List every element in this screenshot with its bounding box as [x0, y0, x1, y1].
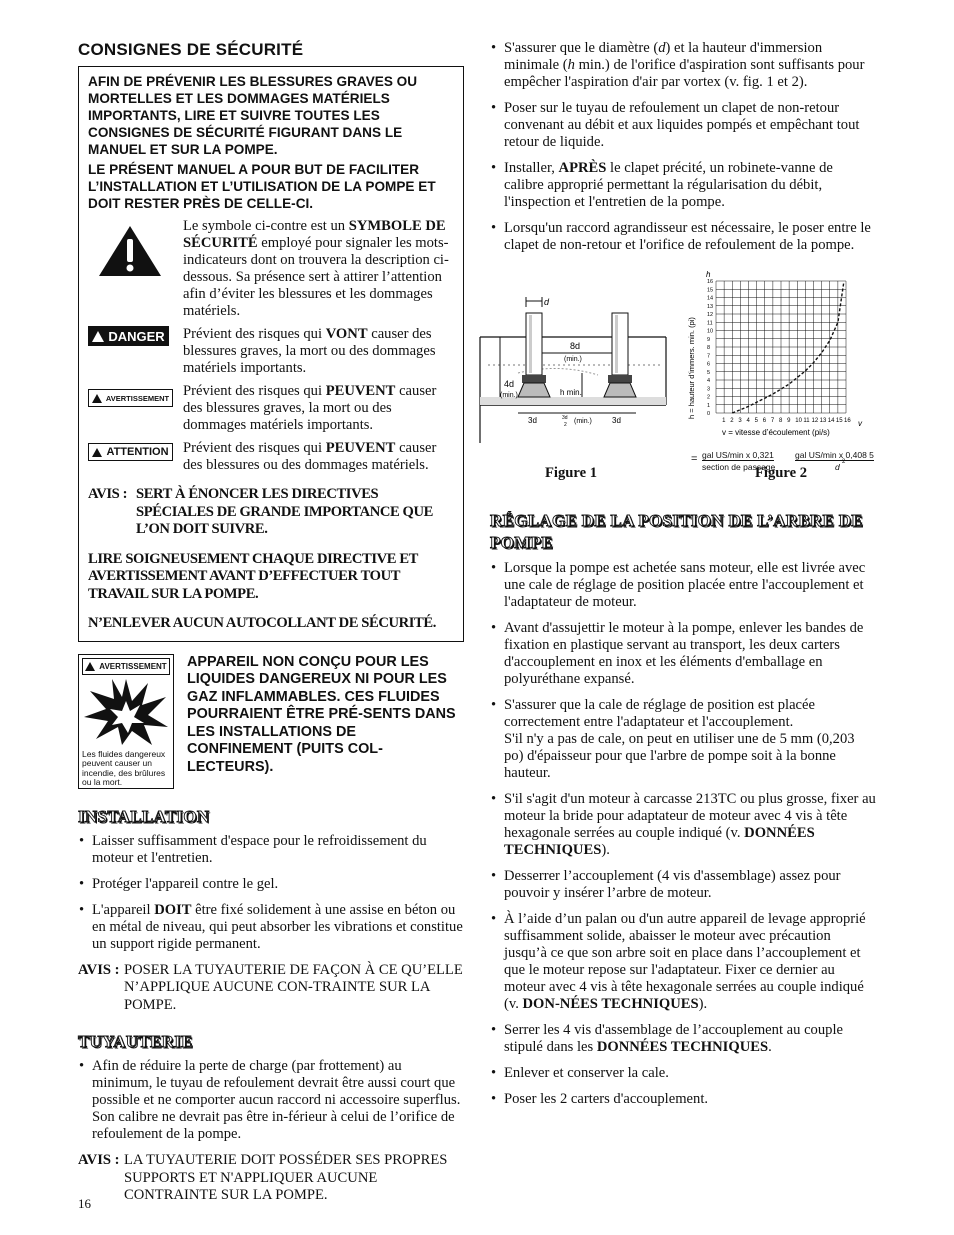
warning-triangle-icon [92, 394, 102, 403]
avertissement-text: Prévient des risques qui PEUVENT causer des blessures graves, la mort ou des dommages matériels importants. [183, 383, 437, 433]
list-item: • Desserrer l’accouplement (4 vis d'assemblage) assez pour pouvoir y insérer l’arbre de moteur. [490, 868, 876, 902]
fig1-hmin-label: h min. [560, 388, 582, 397]
chart-y-tick: 1 [707, 402, 711, 409]
avis-notice: AVIS : SERT À ÉNONCER LES DIRECTIVES SPÉCIALES DE GRANDE IMPORTANCE QUE L’ON DOIT SUIVRE. [88, 486, 433, 537]
figure-2-caption: Figure 2 [755, 465, 808, 481]
list-item: • Lorsqu'un raccord agrandisseur est nécessaire, le poser entre le clapet de non-retour et l'orifice de refoulement de la pompe. [490, 220, 876, 254]
list-item: • S'assurer que la cale de réglage de position est placée correctement entre l'adaptateur et l'accouplement. S'il n'y a pas de cale, on peut en utiliser une de 5 mm (0,203 po) d'épaisseur pour que l'arbre de pompe soit à la bonne hauteur. [490, 697, 876, 782]
list-item: • Protéger l'appareil contre le gel. [78, 876, 464, 893]
list-item: • L'appareil DOIT être fixé solidement à une assise en béton ou en métal de niveau, qui peut absorber les vibrations et constitue un support rigide permanent. [78, 902, 464, 953]
list-item: • Poser les 2 carters d'accouplement. [490, 1091, 876, 1108]
figure-1-diagram [478, 293, 668, 453]
safety-intro-1: AFIN DE PRÉVENIR LES BLESSURES GRAVES OU MORTELLES ET LES DOMMAGES MATÉRIELS IMPORTANTS, LIRE ET SUIVRE TOUTES LES CONSIGNES DE SÉCURITÉ FIGURANT DANS LE MANUEL ET SUR LA POMPE. [88, 74, 418, 157]
fig1-3d-right: 3d [612, 416, 621, 425]
chart-x-tick: 12 [811, 418, 819, 424]
chart-x-tick: 16 [844, 418, 851, 424]
attention-row [88, 440, 453, 474]
chart-x-tick: 6 [762, 418, 767, 424]
tuyauterie-list [78, 1058, 464, 1143]
chart-y-tick: 11 [707, 320, 713, 327]
chart-x-tick: 15 [835, 418, 843, 424]
chart-x-tick: 3 [738, 418, 742, 424]
warning-triangle-icon [85, 662, 95, 671]
chart-x-tick: 7 [770, 418, 775, 424]
figure-1-caption: Figure 1 [545, 465, 598, 481]
autocollant-notice: N’ENLEVER AUCUN AUTOCOLLANT DE SÉCURITÉ. [88, 615, 436, 631]
chart-x-ticks [722, 418, 851, 424]
safety-symbol-text: Le symbole ci-contre est un SYMBOLE DE SÉCURITÉ employé pour signaler les mots-indicateurs dont on trouvera la description ci-dessous. Sa présence sert à attirer l’attention afin d’éviter les blessures et les dommages matériels. [183, 218, 449, 319]
fig1-frac-bottom: 2 [564, 422, 567, 428]
chart-x-tick: 5 [754, 418, 758, 424]
tuyauterie-avis: AVIS : LA TUYAUTERIE DOIT POSSÉDER SES PROPRES SUPPORTS ET N'APPLIQUER AUCUNE CONTRAINTE SUR LA POMPE. [78, 1152, 448, 1203]
fig1-min3-label: (min.) [574, 418, 592, 425]
chart-x-tick: 8 [779, 418, 783, 424]
list-item: • Lorsque la pompe est achetée sans moteur, elle est livrée avec une cale de réglage de position placée entre l'accouplement et l'adaptateur de moteur. [490, 560, 876, 611]
list-item: • S'il s'agit d'un moteur à carcasse 213TC ou plus grosse, fixer au moteur la bride pour adaptateur de moteur avec 4 vis à tête hexagonale serrées au couple indiqué (v. DONNÉES TECHNIQUES). [490, 791, 876, 859]
chart-x-tick: 2 [730, 418, 734, 424]
installation-list [78, 833, 464, 953]
chart-x-tick: 11 [803, 418, 810, 424]
figures-area: d 8d (min.) 4d (min.) h min. 3d 3d 2 (min.) 3d Figure 1 1 2 3 4 5 6 7 8 9 10 11 12 13 14 15 16 0 1 2 3 4 5 6 7 8 9 10 11 12 13 14 15 16 h v h = hauteur d’immers. min. (pi) v = vitesse d’écoulement (pi/s) = gal US/min x 0,321 section de passage gal US/min x 0,408 5 d 2 Figure 2 [490, 263, 876, 488]
avertissement-badge: AVERTISSEMENT [88, 389, 173, 407]
left-column [78, 36, 464, 1205]
list-item: • Laisser suffisamment d'espace pour le refroidissement du moteur et l'entretien. [78, 833, 464, 867]
fig1-frac-top: 3d [562, 415, 568, 421]
hazard-caption: Les fluides dangereux peuvent causer un incendie, des brûlures ou la mort. [82, 748, 166, 787]
piping-list [490, 40, 876, 254]
chart-x-label: v = vitesse d’écoulement (pi/s) [722, 428, 830, 437]
tuyauterie-title: TUYAUTERIE [78, 1032, 193, 1051]
fig1-8d-label: 8d [570, 341, 581, 351]
chart-y-tick: 8 [707, 345, 711, 351]
fig1-min-label: (min.) [564, 356, 582, 363]
explosion-icon [82, 677, 170, 747]
reglage-list [490, 560, 876, 1108]
hazard-warning [78, 654, 464, 789]
safety-intro-2: LE PRÉSENT MANUEL A POUR BUT DE FACILITER L’INSTALLATION ET L’UTILISATION DE LA POMPE ET DOIT RESTER PRÈS DE CELLE-CI. [88, 162, 436, 211]
chart-grid [716, 281, 846, 413]
hazard-warning-label: AVERTISSEMENT Les fluides dangereux peuvent causer un incendie, des brûlures ou la mort. [78, 654, 174, 789]
chart-x-tick: 1 [722, 418, 726, 424]
figure-2-chart [682, 269, 882, 449]
installation-title: INSTALLATION [78, 806, 210, 826]
list-item: • Poser sur le tuyau de refoulement un clapet de non-retour convenant au débit et aux liquides pompés et empêchant tout retour de liquide. [490, 100, 876, 151]
list-item: • Avant d'assujettir le moteur à la pompe, enlever les bandes de fixation en plastique servant au transport, les deux carters d'accouplement en inox et les éléments d'emballage en polyuréthane expansé. [490, 620, 876, 688]
chart-y-tick: 15 [707, 287, 714, 294]
chart-x-var: v [858, 419, 862, 428]
attention-text: Prévient des risques qui PEUVENT causer des blessures ou des dommages matériels. [183, 440, 437, 473]
danger-text: Prévient des risques qui VONT causer des blessures graves, la mort ou des dommages matériels importants. [183, 326, 436, 376]
danger-row [88, 326, 453, 377]
installation-avis: AVIS : POSER LA TUYAUTERIE DE FAÇON À CE QU’ELLE N’APPLIQUE AUCUNE CON-TRAINTE SUR LA POMPE. [78, 961, 463, 1013]
chart-y-tick: 3 [707, 386, 711, 393]
lire-notice: LIRE SOIGNEUSEMENT CHAQUE DIRECTIVE ET AVERTISSEMENT AVANT D’EFFECTUER TOUT TRAVAIL SUR LA POMPE. [88, 550, 418, 602]
page-number: 16 [78, 1196, 91, 1211]
chart-y-label: h = hauteur d’immers. min. (pi) [687, 317, 696, 419]
list-item: • À l’aide d’un palan ou d'un autre appareil de levage approprié suffisamment solide, abaisser le moteur avec précaution jusqu’à ce que son arbre soit en place dans l’accouplement et que le moteur repose sur l'adaptateur. Fixer ce dernier au moteur avec 4 vis à tête hexagonale serrées au couple indiqué (v. DON-NÉES TECHNIQUES). [490, 911, 876, 1013]
consignes-title: CONSIGNES DE SÉCURITÉ [78, 40, 304, 59]
list-item: • Installer, APRÈS le clapet précité, un robinete-vanne de calibre approprié permettant la régularisation du débit, l'inspection et l'entretien de la pompe. [490, 160, 876, 211]
chart-y-tick: 0 [707, 411, 711, 417]
list-item: • Enlever et conserver la cale. [490, 1065, 876, 1082]
chart-y-tick: 5 [707, 369, 711, 376]
list-item: • Serrer les 4 vis d'assemblage de l’accouplement au couple stipulé dans les DONNÉES TECHNIQUES. [490, 1022, 876, 1056]
chart-x-tick: 13 [819, 418, 827, 424]
chart-y-var: h [706, 270, 711, 279]
chart-y-tick: 13 [707, 303, 714, 310]
chart-x-tick: 10 [795, 418, 802, 424]
list-item: • Afin de réduire la perte de charge (par frottement) au minimum, le tuyau de refoulement devrait être aussi court que possible et ne comporter aucun raccord ni accessoire superflus. Son calibre ne devrait pas être in-férieur à celui de l’orifice de refoulement de la pompe. [78, 1058, 464, 1143]
warning-triangle-icon [92, 331, 104, 342]
chart-y-tick: 7 [707, 353, 711, 360]
chart-y-tick: 9 [707, 336, 711, 343]
chart-x-tick: 9 [787, 418, 791, 424]
chart-x-tick: 14 [827, 418, 835, 424]
attention-badge: ATTENTION [88, 443, 173, 461]
warning-triangle-icon [92, 448, 102, 457]
hazard-warning-text: APPAREIL NON CONÇU POUR LES LIQUIDES DANGEREUX NI POUR LES GAZ INFLAMMABLES. CES FLUIDES POURRAIENT ÊTRE PRÉ-SENTS DANS LES INSTALLATIONS DE CONFINEMENT (PUITS COL-LECTEURS). [187, 653, 456, 775]
fig1-4d-label: 4d [504, 379, 515, 389]
warning-triangle-icon [97, 224, 163, 278]
chart-series-line [732, 284, 843, 414]
right-column [490, 36, 876, 1117]
chart-y-tick: 4 [707, 378, 711, 384]
chart-y-tick: 10 [707, 328, 714, 335]
safety-symbol-row [88, 218, 453, 320]
chart-y-ticks [707, 279, 713, 417]
safety-box [78, 66, 464, 642]
fig1-min2-label: (min.) [500, 392, 518, 399]
reglage-title: RÉGLAGE DE LA POSITION DE L’ARBRE DE POMPE [490, 511, 863, 552]
fig1-3d-left: 3d [528, 416, 537, 425]
chart-y-tick: 12 [707, 312, 714, 318]
list-item: • S'assurer que le diamètre (d) et la hauteur d'immersion minimale (h min.) de l'orifice d'aspiration sont suffisants pour empêcher l'aspiration d'air par vortex (v. fig. 1 et 2). [490, 40, 876, 91]
chart-x-tick: 4 [746, 418, 750, 424]
fig1-d-label: d [544, 297, 550, 307]
avertissement-row [88, 383, 453, 434]
chart-y-tick: 14 [707, 295, 714, 302]
chart-y-tick: 16 [707, 279, 714, 285]
danger-badge: DANGER [88, 326, 169, 346]
chart-y-tick: 6 [707, 361, 711, 368]
chart-y-tick: 2 [707, 394, 711, 401]
